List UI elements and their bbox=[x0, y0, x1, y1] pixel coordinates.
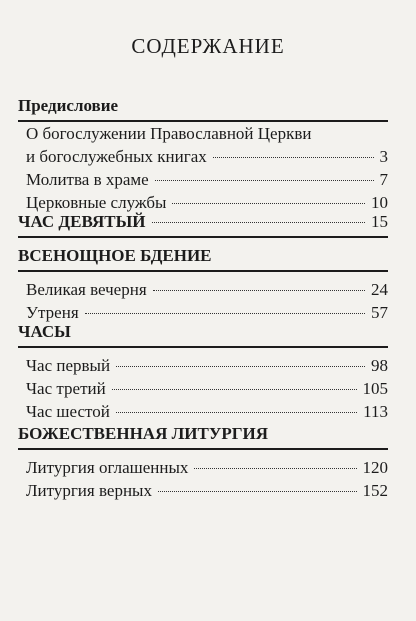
toc-entry-label: Церковные службы bbox=[26, 192, 167, 212]
dot-leader bbox=[112, 389, 357, 390]
dot-leader bbox=[152, 222, 366, 223]
toc-entry-label: Час третий bbox=[26, 378, 106, 398]
toc-entry-label: Час первый bbox=[26, 355, 111, 375]
section-hours bbox=[18, 322, 388, 423]
toc-entry-label: О богослужении Православной Церкви bbox=[26, 123, 312, 143]
section-items bbox=[26, 122, 388, 214]
toc-entry-page: 57 bbox=[371, 302, 388, 322]
section-rule bbox=[18, 270, 388, 272]
toc-entry[interactable] bbox=[26, 400, 388, 423]
dot-leader bbox=[116, 366, 365, 367]
toc-entry-page: 15 bbox=[371, 212, 388, 231]
toc-entry-page: 10 bbox=[371, 192, 388, 212]
section-ninth-hour[interactable] bbox=[18, 212, 388, 238]
section-rule bbox=[18, 346, 388, 348]
toc-entry[interactable] bbox=[26, 168, 388, 191]
dot-leader bbox=[158, 491, 357, 492]
dot-leader bbox=[213, 157, 374, 158]
toc-entry-page: 113 bbox=[363, 401, 388, 421]
toc-entry-label: Литургия верных bbox=[26, 480, 152, 500]
section-rule bbox=[18, 236, 388, 238]
section-title: ЧАС ДЕВЯТЫЙ bbox=[18, 212, 146, 231]
toc-entry-label: и богослужебных книгах bbox=[26, 146, 207, 166]
section-items bbox=[26, 354, 388, 423]
toc-entry-page: 120 bbox=[362, 457, 388, 477]
toc-entry-page: 105 bbox=[362, 378, 388, 398]
toc-entry[interactable] bbox=[26, 377, 388, 400]
section-items bbox=[26, 278, 388, 324]
dot-leader bbox=[172, 203, 365, 204]
section-title: ВСЕНОЩНОЕ БДЕНИЕ bbox=[18, 246, 212, 265]
toc-entry-page: 3 bbox=[379, 146, 388, 166]
toc-entry-page: 98 bbox=[371, 355, 388, 375]
section-preface bbox=[18, 96, 388, 214]
section-liturgy bbox=[18, 424, 388, 502]
toc-entry-page: 152 bbox=[362, 480, 388, 500]
page-title: СОДЕРЖАНИЕ bbox=[131, 34, 285, 58]
toc-entry[interactable] bbox=[26, 122, 388, 168]
dot-leader bbox=[85, 313, 365, 314]
toc-entry[interactable] bbox=[26, 301, 388, 324]
toc-entry[interactable] bbox=[26, 456, 388, 479]
toc-entry-label: Утреня bbox=[26, 302, 79, 322]
section-title: ЧАСЫ bbox=[18, 322, 71, 341]
dot-leader bbox=[153, 290, 365, 291]
toc-entry-label: Великая вечерня bbox=[26, 279, 147, 299]
toc-entry-label: Литургия оглашенных bbox=[26, 457, 189, 477]
toc-entry-page: 24 bbox=[371, 279, 388, 299]
section-items bbox=[26, 456, 388, 502]
dot-leader bbox=[116, 412, 357, 413]
toc-entry[interactable] bbox=[26, 479, 388, 502]
dot-leader bbox=[194, 468, 356, 469]
toc-entry-label: Молитва в храме bbox=[26, 169, 149, 189]
toc-entry[interactable] bbox=[26, 191, 388, 214]
toc-entry[interactable] bbox=[26, 278, 388, 301]
toc-entry-label: Час шестой bbox=[26, 401, 110, 421]
section-rule bbox=[18, 448, 388, 450]
toc-entry-page: 7 bbox=[379, 169, 388, 189]
dot-leader bbox=[155, 180, 374, 181]
toc-entry[interactable] bbox=[26, 354, 388, 377]
section-title: Предисловие bbox=[18, 96, 119, 115]
section-vigil bbox=[18, 246, 388, 324]
section-title: БОЖЕСТВЕННАЯ ЛИТУРГИЯ bbox=[18, 424, 269, 443]
